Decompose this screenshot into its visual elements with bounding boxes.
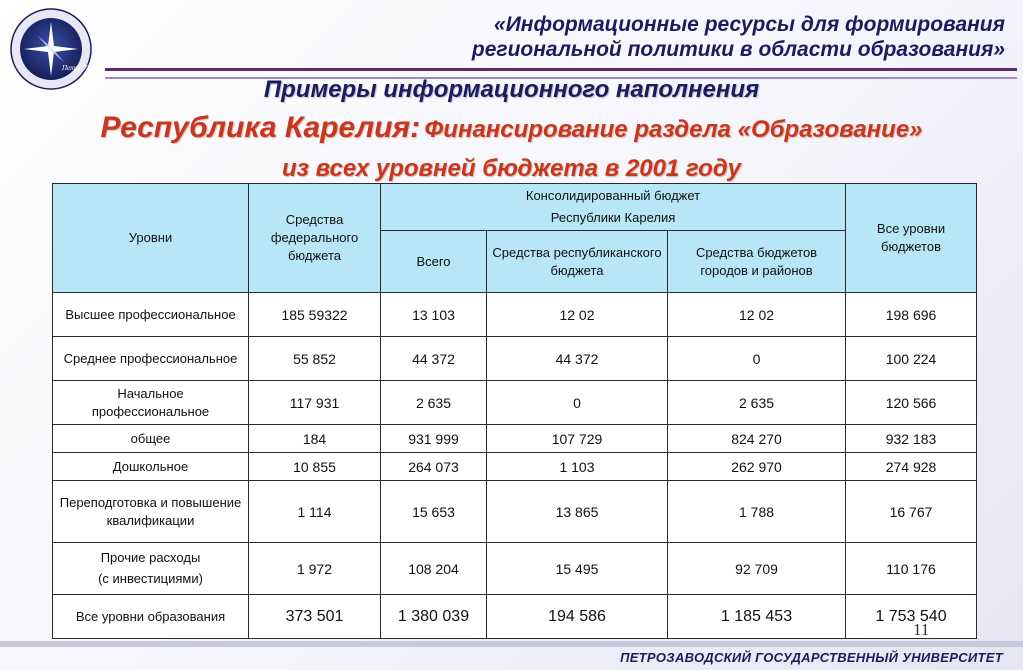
row-label: Все уровни образования xyxy=(53,595,249,639)
cell-republic: 0 xyxy=(487,381,668,425)
header-levels: Уровни xyxy=(53,184,249,293)
cell-federal: 1 972 xyxy=(249,543,381,595)
cell-municipal: 1 185 453 xyxy=(668,595,846,639)
table-row xyxy=(53,481,977,543)
slide-subtitle: Примеры информационного наполнения xyxy=(263,76,760,103)
cell-all: 1 753 540 xyxy=(846,595,977,639)
university-name: ПЕТРОЗАВОДСКИЙ ГОСУДАРСТВЕННЫЙ УНИВЕРСИТЕТ xyxy=(620,650,1003,665)
row-label: Переподготовка и повышение квалификации xyxy=(53,481,249,543)
table-row xyxy=(53,381,977,425)
header-total: Всего xyxy=(381,231,487,293)
header-republic: Средства республиканского бюджета xyxy=(487,231,668,293)
cell-republic: 107 729 xyxy=(487,425,668,453)
slide-title-rest: Финансирование раздела «Образование» xyxy=(424,116,923,143)
table-row xyxy=(53,293,977,337)
cell-federal: 55 852 xyxy=(249,337,381,381)
cell-all: 110 176 xyxy=(846,543,977,595)
row-label-line2: (с инвестициями) xyxy=(98,571,203,586)
row-label: Начальное профессиональное xyxy=(53,381,249,425)
cell-federal: 185 59322 xyxy=(249,293,381,337)
cell-all: 100 224 xyxy=(846,337,977,381)
header-federal: Средства федерального бюджета xyxy=(249,184,381,293)
table-row xyxy=(53,543,977,595)
header-consolidated-line1: Консолидированный бюджет xyxy=(525,188,701,203)
row-label: Среднее профессиональное xyxy=(53,337,249,381)
header-municipal: Средства бюджетов городов и районов xyxy=(668,231,846,293)
cell-municipal: 2 635 xyxy=(668,381,846,425)
header-consolidated-line2: Республики Карелия xyxy=(550,210,676,225)
row-label: Дошкольное xyxy=(53,453,249,481)
cell-total: 264 073 xyxy=(381,453,487,481)
cell-all: 16 767 xyxy=(846,481,977,543)
page-number: 11 xyxy=(913,620,930,639)
cell-federal: 10 855 xyxy=(249,453,381,481)
row-label: Высшее профессиональное xyxy=(53,293,249,337)
slide-title xyxy=(0,110,1023,187)
cell-total: 931 999 xyxy=(381,425,487,453)
cell-total: 1 380 039 xyxy=(381,595,487,639)
presentation-title xyxy=(185,12,1005,62)
table-row xyxy=(53,425,977,453)
cell-all: 120 566 xyxy=(846,381,977,425)
table-row-total xyxy=(53,595,977,639)
presentation-title-line1: «Информационные ресурсы для формирования xyxy=(494,13,1005,36)
cell-all: 198 696 xyxy=(846,293,977,337)
cell-federal: 184 xyxy=(249,425,381,453)
slide-title-line2: из всех уровней бюджета в 2001 году xyxy=(282,155,741,182)
cell-total: 15 653 xyxy=(381,481,487,543)
cell-federal: 1 114 xyxy=(249,481,381,543)
cell-municipal: 0 xyxy=(668,337,846,381)
cell-republic: 1 103 xyxy=(487,453,668,481)
row-label-line1: Прочие расходы xyxy=(100,550,201,565)
slide-title-region: Республика Карелия: xyxy=(100,111,421,144)
cell-republic: 194 586 xyxy=(487,595,668,639)
cell-all: 932 183 xyxy=(846,425,977,453)
cell-total: 2 635 xyxy=(381,381,487,425)
row-label xyxy=(53,543,249,595)
cell-all: 274 928 xyxy=(846,453,977,481)
cell-total: 108 204 xyxy=(381,543,487,595)
cell-federal: 373 501 xyxy=(249,595,381,639)
cell-municipal: 262 970 xyxy=(668,453,846,481)
budget-table xyxy=(52,183,977,639)
footer-band xyxy=(0,641,1023,647)
cell-republic: 13 865 xyxy=(487,481,668,543)
cell-municipal: 824 270 xyxy=(668,425,846,453)
table-row xyxy=(53,453,977,481)
row-label: общее xyxy=(53,425,249,453)
logo-caption: ПетрГУ xyxy=(62,64,88,72)
cell-total: 13 103 xyxy=(381,293,487,337)
cell-republic: 44 372 xyxy=(487,337,668,381)
cell-total: 44 372 xyxy=(381,337,487,381)
header-all-levels: Все уровни бюджетов xyxy=(846,184,977,293)
presentation-title-line2: региональной политики в области образования» xyxy=(471,38,1005,61)
cell-municipal: 92 709 xyxy=(668,543,846,595)
cell-municipal: 1 788 xyxy=(668,481,846,543)
cell-republic: 15 495 xyxy=(487,543,668,595)
table-row xyxy=(53,337,977,381)
header-consolidated xyxy=(381,184,846,231)
cell-municipal: 12 02 xyxy=(668,293,846,337)
cell-republic: 12 02 xyxy=(487,293,668,337)
cell-federal: 117 931 xyxy=(249,381,381,425)
